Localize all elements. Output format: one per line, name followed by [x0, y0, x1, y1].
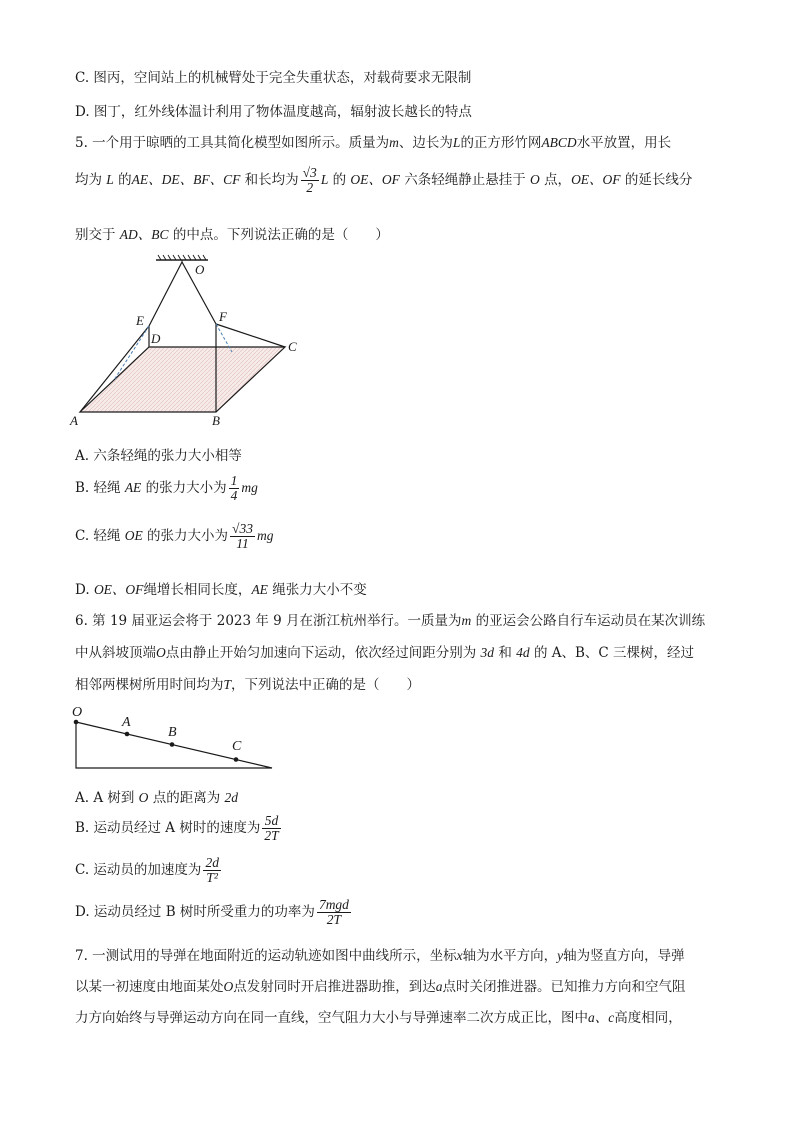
q6-figure	[66, 700, 286, 776]
rope-OE	[149, 262, 182, 326]
square-net	[80, 347, 285, 412]
q6-option-b: B. 运动员经过 A 树时的速度为 $\frac{5d}{2T}$	[75, 813, 279, 844]
q5-stem-line2: 均为 L 的AE、DE、BF、CF 和长均为 $\frac{√3}{2}$ L 的 OE、OF 六条轻绳静止悬挂于 O 点，OE、OF 的延长线分	[75, 165, 693, 196]
q6-stem-line2: 中从斜坡顶端O点由静止开始匀加速向下运动，依次经过间距分别为 3d 和 4d 的 A、B、C 三棵树，经过	[75, 645, 695, 661]
q6-stem-line3: 相邻两棵树所用时间均为T，下列说法中正确的是（ ）	[75, 677, 421, 693]
point-A	[125, 732, 130, 737]
fraction-2d-T2: $\frac{2d}{\text{T²}}$	[205, 855, 219, 886]
q5-stem-line1: 5. 一个用于晾晒的工具其简化模型如图所示。质量为m、边长为L的正方形竹网ABCD水平放置，用长	[75, 135, 672, 151]
label-D: D	[151, 331, 161, 346]
label-C: C	[288, 339, 297, 354]
label-O: O	[72, 705, 83, 720]
point-O	[74, 720, 79, 725]
rope-CF	[216, 324, 285, 347]
q7-stem-line2: 以某一初速度由地面某处O点发射同时开启推进器助推，到达a点时关闭推进器。已知推力方向和空气阻	[75, 979, 686, 995]
label-F: F	[219, 309, 227, 324]
q4-option-c: C. 图丙，空间站上的机械臂处于完全失重状态，对载荷要求无限制	[75, 70, 472, 86]
label-C: C	[232, 739, 242, 754]
label-B: B	[168, 725, 177, 740]
q5-option-d: D. OE、OF绳增长相同长度，AE 绳张力大小不变	[75, 582, 367, 598]
q7-stem-line1: 7. 一测试用的导弹在地面附近的运动轨迹如图中曲线所示，坐标x轴为水平方向，y轴为竖直方向，导弹	[75, 948, 685, 964]
label-B: B	[212, 413, 220, 428]
fraction-5d-2T: $\frac{5d}{2T}$	[264, 813, 279, 844]
label-O: O	[195, 262, 205, 277]
q6-option-d: D. 运动员经过 B 树时所受重力的功率为 $\frac{\text{7mgd}}{2T}$	[75, 897, 349, 928]
point-B	[170, 742, 175, 747]
q5-stem-line3: 别交于 AD、BC 的中点。下列说法正确的是（ ）	[75, 227, 389, 243]
q7-stem-line3: 力方向始终与导弹运动方向在同一直线，空气阻力大小与导弹速率二次方成正比，图中a、c高度相同，	[75, 1010, 682, 1026]
q4-option-d: D. 图丁，红外线体温计利用了物体温度越高，辐射波长越长的特点	[75, 104, 472, 120]
q6-stem-line1: 6. 第 19 届亚运会将于 2023 年 9 月在浙江杭州举行。一质量为m 的亚运会公路自行车运动员在某次训练	[75, 613, 706, 629]
label-E: E	[136, 313, 144, 328]
q6-option-c: C. 运动员的加速度为 $\frac{2d}{\text{T²}}$	[75, 855, 219, 886]
fraction-7mgd-2T: $\frac{\text{7mgd}}{2T}$	[318, 897, 349, 928]
label-A: A	[122, 715, 131, 730]
q5-option-b: B. 轻绳 AE 的张力大小为 $\frac{1}{4}$ mg	[75, 473, 258, 504]
point-C	[234, 757, 239, 762]
sqrt3-over-2: $\frac{√3}{2}$	[302, 165, 317, 196]
fraction-sqrt33-11: $\frac{√33}{11}$	[232, 521, 253, 552]
q5-option-c: C. 轻绳 OE 的张力大小为 $\frac{√33}{11}$ mg	[75, 521, 274, 552]
q5-option-a: A. 六条轻绳的张力大小相等	[75, 448, 242, 464]
label-A: A	[70, 413, 78, 428]
q6-option-a: A. A 树到 O 点的距离为 2d	[75, 790, 239, 806]
fraction-1-4: $\frac{1}{4}$	[230, 473, 238, 504]
q5-figure	[60, 252, 320, 430]
